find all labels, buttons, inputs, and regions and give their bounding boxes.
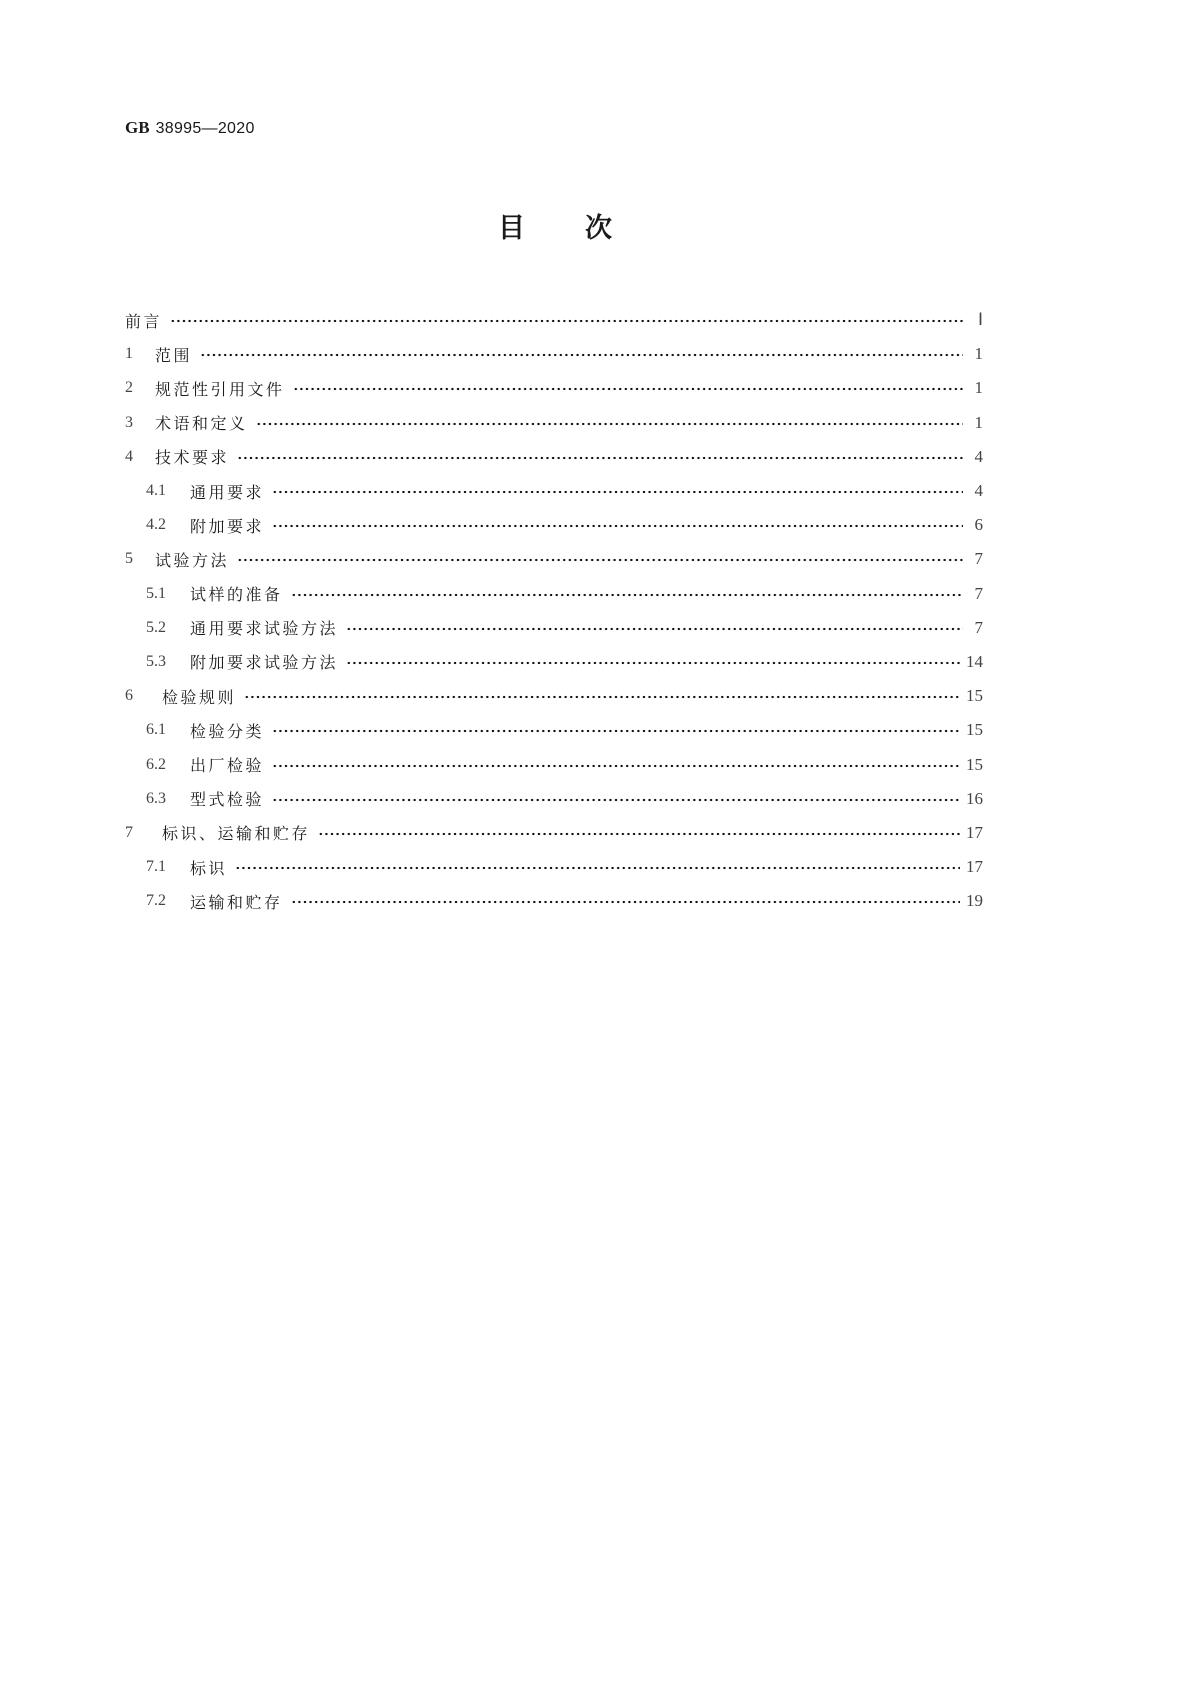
standard-code: 38995—2020 xyxy=(155,120,255,137)
toc-entry-number: 6 xyxy=(125,687,133,705)
toc-entry-5-3[interactable] xyxy=(125,645,983,679)
toc-entry-number: 5 xyxy=(125,550,133,568)
toc-entry-label: 技术要求 xyxy=(155,448,230,468)
toc-entry-label: 运输和贮存 xyxy=(190,892,283,912)
dot-leader xyxy=(346,626,963,632)
toc-entry-page: 19 xyxy=(966,891,983,911)
toc-entry-label: 通用要求试验方法 xyxy=(190,619,339,639)
toc-entry-number: 4 xyxy=(125,447,133,465)
dot-leader xyxy=(272,489,963,495)
toc-entry-5-1[interactable] xyxy=(125,577,983,611)
toc-entry-page: 4 xyxy=(974,481,983,501)
toc-entry-page: 7 xyxy=(974,617,983,637)
dot-leader xyxy=(244,694,960,700)
toc-entry-number: 5.2 xyxy=(146,618,166,636)
standard-prefix: GB xyxy=(125,118,150,137)
toc-entry-7-2[interactable] xyxy=(125,884,983,918)
toc-entry-number: 4.2 xyxy=(146,516,166,534)
toc-entry-number: 3 xyxy=(125,413,133,431)
toc-entry-page: 7 xyxy=(974,549,983,569)
table-of-contents xyxy=(125,303,983,918)
toc-entry-4-1[interactable] xyxy=(125,474,983,508)
toc-entry-page: 4 xyxy=(974,446,983,466)
dot-leader xyxy=(170,318,963,324)
toc-entry-label: 标识、运输和贮存 xyxy=(162,824,311,844)
toc-entry-page: Ⅰ xyxy=(977,310,983,330)
page-title xyxy=(0,210,1110,248)
dot-leader xyxy=(237,455,963,461)
toc-entry-number: 5.1 xyxy=(146,584,166,602)
toc-entry-label: 标识 xyxy=(190,858,228,878)
toc-entry-4[interactable] xyxy=(125,440,983,474)
toc-entry-label: 检验分类 xyxy=(190,721,265,741)
toc-entry-6-2[interactable] xyxy=(125,747,983,781)
toc-entry-number: 4.1 xyxy=(146,482,166,500)
toc-entry-page: 15 xyxy=(966,720,983,740)
dot-leader xyxy=(272,763,960,769)
toc-entry-1[interactable] xyxy=(125,337,983,371)
toc-entry-page: 15 xyxy=(966,754,983,774)
toc-entry-page: 14 xyxy=(966,651,983,671)
toc-entry-label: 型式检验 xyxy=(190,790,265,810)
dot-leader xyxy=(235,865,960,871)
toc-entry-label: 附加要求 xyxy=(190,516,265,536)
toc-entry-foreword[interactable] xyxy=(125,303,983,337)
toc-entry-label: 试验方法 xyxy=(155,550,230,570)
dot-leader xyxy=(291,592,963,598)
dot-leader xyxy=(318,831,960,837)
dot-leader xyxy=(272,797,960,803)
toc-entry-label: 试样的准备 xyxy=(190,585,283,605)
toc-entry-5[interactable] xyxy=(125,542,983,576)
toc-entry-page: 7 xyxy=(974,583,983,603)
dot-leader xyxy=(237,557,963,563)
toc-entry-number: 6.2 xyxy=(146,755,166,773)
toc-entry-6-1[interactable] xyxy=(125,713,983,747)
toc-entry-page: 1 xyxy=(974,378,983,398)
document-standard-number xyxy=(125,117,255,140)
dot-leader xyxy=(293,386,963,392)
toc-entry-4-2[interactable] xyxy=(125,508,983,542)
toc-entry-2[interactable] xyxy=(125,371,983,405)
toc-entry-3[interactable] xyxy=(125,406,983,440)
toc-entry-page: 16 xyxy=(966,788,983,808)
toc-entry-6[interactable] xyxy=(125,679,983,713)
toc-entry-number: 6.1 xyxy=(146,721,166,739)
toc-entry-number: 6.3 xyxy=(146,789,166,807)
dot-leader xyxy=(200,352,963,358)
toc-entry-label: 术语和定义 xyxy=(155,414,248,434)
toc-entry-page: 1 xyxy=(974,344,983,364)
toc-entry-label: 出厂检验 xyxy=(190,756,265,776)
toc-entry-label: 检验规则 xyxy=(162,687,237,707)
dot-leader xyxy=(272,523,963,529)
toc-entry-label: 附加要求试验方法 xyxy=(190,653,339,673)
toc-entry-5-2[interactable] xyxy=(125,611,983,645)
toc-entry-label: 前言 xyxy=(125,311,163,331)
toc-entry-7[interactable] xyxy=(125,816,983,850)
toc-entry-page: 15 xyxy=(966,686,983,706)
toc-entry-page: 1 xyxy=(974,412,983,432)
dot-leader xyxy=(346,660,960,666)
toc-entry-7-1[interactable] xyxy=(125,850,983,884)
dot-leader xyxy=(272,728,960,734)
toc-entry-page: 17 xyxy=(966,822,983,842)
toc-entry-number: 5.3 xyxy=(146,652,166,670)
toc-entry-page: 17 xyxy=(966,857,983,877)
toc-entry-number: 2 xyxy=(125,379,133,397)
dot-leader xyxy=(256,421,963,427)
toc-entry-number: 7.2 xyxy=(146,892,166,910)
title-char-2: 次 xyxy=(585,213,612,244)
title-char-1: 目 xyxy=(498,213,525,244)
toc-entry-label: 规范性引用文件 xyxy=(155,379,285,399)
dot-leader xyxy=(291,899,960,905)
toc-entry-label: 通用要求 xyxy=(190,482,265,502)
toc-entry-number: 7.1 xyxy=(146,858,166,876)
toc-entry-page: 6 xyxy=(974,515,983,535)
toc-entry-number: 7 xyxy=(125,823,133,841)
toc-entry-number: 1 xyxy=(125,345,133,363)
toc-entry-label: 范围 xyxy=(155,345,193,365)
toc-entry-6-3[interactable] xyxy=(125,782,983,816)
